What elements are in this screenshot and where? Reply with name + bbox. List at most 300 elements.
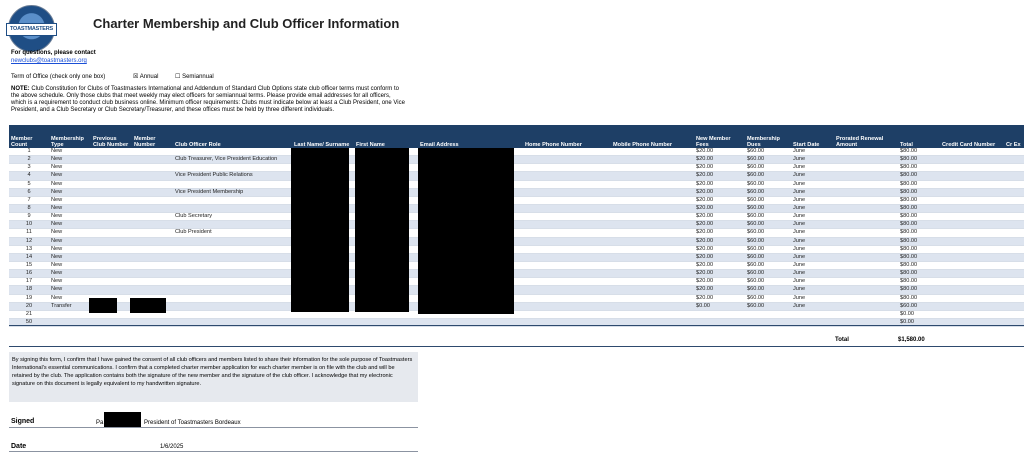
cell-empty[interactable]: [834, 213, 898, 221]
cell-empty[interactable]: [523, 286, 611, 294]
cell-empty[interactable]: [523, 253, 611, 261]
cell-start[interactable]: June: [791, 148, 834, 156]
cell-empty[interactable]: [834, 237, 898, 245]
cell-fees[interactable]: $20.00: [694, 270, 745, 278]
cell-total[interactable]: $80.00: [898, 196, 940, 204]
cell-start[interactable]: June: [791, 188, 834, 196]
cell-count[interactable]: 15: [9, 261, 49, 269]
cell-role[interactable]: [173, 196, 292, 204]
cell-empty[interactable]: [1004, 204, 1024, 212]
cell-empty[interactable]: [1004, 261, 1024, 269]
cell-start[interactable]: June: [791, 278, 834, 286]
cell-dues[interactable]: $60.00: [745, 261, 791, 269]
cell-type[interactable]: New: [49, 156, 91, 164]
cell-start[interactable]: June: [791, 164, 834, 172]
cell-role[interactable]: [173, 294, 292, 302]
cell-total[interactable]: $80.00: [898, 180, 940, 188]
cell-count[interactable]: 6: [9, 188, 49, 196]
cell-empty[interactable]: [523, 270, 611, 278]
cell-empty[interactable]: [611, 229, 694, 237]
cell-empty[interactable]: [132, 278, 173, 286]
cell-fees[interactable]: $20.00: [694, 180, 745, 188]
cell-type[interactable]: New: [49, 229, 91, 237]
cell-empty[interactable]: [940, 310, 1004, 318]
cell-dues[interactable]: $60.00: [745, 156, 791, 164]
cell-fees[interactable]: $20.00: [694, 188, 745, 196]
cell-empty[interactable]: [1004, 270, 1024, 278]
cell-empty[interactable]: [1004, 180, 1024, 188]
cell-role[interactable]: [173, 278, 292, 286]
member-row: [9, 196, 1024, 204]
cell-empty[interactable]: [132, 204, 173, 212]
cell-total[interactable]: $80.00: [898, 237, 940, 245]
cell-empty[interactable]: [91, 286, 132, 294]
cell-empty[interactable]: [834, 148, 898, 156]
cell-empty[interactable]: [523, 164, 611, 172]
cell-empty[interactable]: [91, 278, 132, 286]
cell-count[interactable]: 50: [9, 318, 49, 326]
cell-empty[interactable]: [132, 237, 173, 245]
cell-count[interactable]: 4: [9, 172, 49, 180]
cell-count[interactable]: 11: [9, 229, 49, 237]
cell-dues[interactable]: $60.00: [745, 270, 791, 278]
cell-dues[interactable]: $60.00: [745, 164, 791, 172]
cell-total[interactable]: $80.00: [898, 245, 940, 253]
cell-start[interactable]: June: [791, 294, 834, 302]
cell-empty[interactable]: [834, 310, 898, 318]
member-row: [9, 237, 1024, 245]
cell-empty[interactable]: [1004, 245, 1024, 253]
cell-empty[interactable]: [940, 188, 1004, 196]
cell-start[interactable]: June: [791, 245, 834, 253]
cell-type[interactable]: New: [49, 294, 91, 302]
cell-empty[interactable]: [940, 156, 1004, 164]
cell-empty[interactable]: [523, 229, 611, 237]
cell-count[interactable]: 5: [9, 180, 49, 188]
cell-count[interactable]: 17: [9, 278, 49, 286]
cell-dues[interactable]: $60.00: [745, 294, 791, 302]
cell-empty[interactable]: [611, 245, 694, 253]
cell-type[interactable]: New: [49, 180, 91, 188]
cell-empty[interactable]: [611, 221, 694, 229]
cell-fees[interactable]: $20.00: [694, 156, 745, 164]
cell-empty[interactable]: [91, 148, 132, 156]
cell-fees[interactable]: $20.00: [694, 213, 745, 221]
cell-empty[interactable]: [91, 156, 132, 164]
cell-empty[interactable]: [523, 278, 611, 286]
cell-type[interactable]: New: [49, 237, 91, 245]
cell-count[interactable]: 8: [9, 204, 49, 212]
cell-empty[interactable]: [940, 196, 1004, 204]
cell-dues[interactable]: $60.00: [745, 229, 791, 237]
cell-empty[interactable]: [940, 148, 1004, 156]
cell-empty[interactable]: [523, 302, 611, 310]
cell-role[interactable]: [173, 253, 292, 261]
cell-type[interactable]: New: [49, 245, 91, 253]
cell-empty[interactable]: [91, 270, 132, 278]
cell-empty[interactable]: [132, 261, 173, 269]
cell-total[interactable]: $80.00: [898, 204, 940, 212]
cell-empty[interactable]: [940, 261, 1004, 269]
cell-empty[interactable]: [132, 245, 173, 253]
cell-dues[interactable]: $60.00: [745, 237, 791, 245]
cell-fees[interactable]: $20.00: [694, 278, 745, 286]
cell-dues[interactable]: $60.00: [745, 204, 791, 212]
cell-empty[interactable]: [91, 253, 132, 261]
cell-empty[interactable]: [132, 213, 173, 221]
cell-start[interactable]: June: [791, 229, 834, 237]
contact-email-link[interactable]: newclubs@toastmasters.org: [11, 58, 87, 64]
cell-total[interactable]: $80.00: [898, 172, 940, 180]
cell-type[interactable]: Transfer: [49, 302, 91, 310]
cell-empty[interactable]: [132, 196, 173, 204]
cell-empty[interactable]: [611, 237, 694, 245]
cell-fees[interactable]: $20.00: [694, 172, 745, 180]
cell-empty[interactable]: [1004, 221, 1024, 229]
cell-empty[interactable]: [1004, 302, 1024, 310]
cell-empty[interactable]: [523, 261, 611, 269]
cell-empty[interactable]: [940, 245, 1004, 253]
cell-total[interactable]: $0.00: [898, 318, 940, 326]
cell-empty[interactable]: [91, 172, 132, 180]
cell-empty[interactable]: [940, 294, 1004, 302]
cell-empty[interactable]: [132, 229, 173, 237]
signer-prefix[interactable]: Pa: [96, 420, 104, 426]
cell-type[interactable]: New: [49, 261, 91, 269]
cell-empty[interactable]: [1004, 188, 1024, 196]
semiannual-option[interactable]: [175, 74, 214, 81]
cell-total[interactable]: $80.00: [898, 229, 940, 237]
cell-count[interactable]: 20: [9, 302, 49, 310]
cell-empty[interactable]: [91, 180, 132, 188]
cell-empty[interactable]: [91, 237, 132, 245]
cell-dues[interactable]: $60.00: [745, 148, 791, 156]
cell-role[interactable]: [173, 164, 292, 172]
cell-empty[interactable]: [91, 213, 132, 221]
cell-total[interactable]: $0.00: [898, 310, 940, 318]
cell-empty[interactable]: [834, 270, 898, 278]
cell-start[interactable]: June: [791, 221, 834, 229]
cell-dues[interactable]: $60.00: [745, 278, 791, 286]
cell-start[interactable]: June: [791, 286, 834, 294]
cell-empty[interactable]: [523, 148, 611, 156]
cell-fees[interactable]: $0.00: [694, 302, 745, 310]
cell-empty[interactable]: [940, 180, 1004, 188]
cell-total[interactable]: $80.00: [898, 286, 940, 294]
cell-role[interactable]: [173, 204, 292, 212]
cell-empty[interactable]: [91, 164, 132, 172]
cell-empty[interactable]: [132, 270, 173, 278]
cell-empty[interactable]: [940, 204, 1004, 212]
cell-total[interactable]: $80.00: [898, 278, 940, 286]
cell-count[interactable]: 21: [9, 310, 49, 318]
cell-role[interactable]: [173, 302, 292, 310]
cell-empty[interactable]: [611, 156, 694, 164]
cell-empty[interactable]: [834, 204, 898, 212]
cell-fees[interactable]: $20.00: [694, 245, 745, 253]
cell-type[interactable]: New: [49, 221, 91, 229]
cell-total[interactable]: $80.00: [898, 253, 940, 261]
cell-start[interactable]: [791, 310, 834, 318]
cell-dues[interactable]: [745, 310, 791, 318]
cell-fees[interactable]: $20.00: [694, 294, 745, 302]
cell-role[interactable]: [173, 286, 292, 294]
cell-role[interactable]: [173, 310, 292, 318]
cell-type[interactable]: New: [49, 286, 91, 294]
cell-empty[interactable]: [940, 172, 1004, 180]
cell-empty[interactable]: [611, 294, 694, 302]
cell-empty[interactable]: [611, 270, 694, 278]
cell-count[interactable]: 14: [9, 253, 49, 261]
cell-total[interactable]: $80.00: [898, 270, 940, 278]
cell-total[interactable]: $60.00: [898, 302, 940, 310]
cell-empty[interactable]: [611, 204, 694, 212]
cell-empty[interactable]: [1004, 156, 1024, 164]
cell-dues[interactable]: $60.00: [745, 172, 791, 180]
cell-total[interactable]: $80.00: [898, 261, 940, 269]
cell-start[interactable]: June: [791, 180, 834, 188]
cell-empty[interactable]: [611, 164, 694, 172]
cell-fees[interactable]: $20.00: [694, 204, 745, 212]
cell-empty[interactable]: [611, 196, 694, 204]
cell-empty[interactable]: [611, 180, 694, 188]
cell-empty[interactable]: [834, 261, 898, 269]
cell-empty[interactable]: [1004, 237, 1024, 245]
annual-option[interactable]: [133, 74, 158, 81]
cell-dues[interactable]: $60.00: [745, 221, 791, 229]
cell-empty[interactable]: [834, 188, 898, 196]
cell-role[interactable]: Vice President Membership: [173, 188, 292, 196]
cell-start[interactable]: June: [791, 156, 834, 164]
cell-dues[interactable]: $60.00: [745, 180, 791, 188]
cell-empty[interactable]: [1004, 294, 1024, 302]
cell-empty[interactable]: [523, 196, 611, 204]
cell-total[interactable]: $80.00: [898, 294, 940, 302]
cell-empty[interactable]: [1004, 286, 1024, 294]
cell-start[interactable]: June: [791, 302, 834, 310]
cell-fees[interactable]: $20.00: [694, 196, 745, 204]
cell-start[interactable]: June: [791, 213, 834, 221]
cell-empty[interactable]: [611, 278, 694, 286]
cell-empty[interactable]: [834, 221, 898, 229]
cell-total[interactable]: $80.00: [898, 164, 940, 172]
cell-empty[interactable]: [91, 221, 132, 229]
cell-type[interactable]: New: [49, 278, 91, 286]
cell-empty[interactable]: [834, 302, 898, 310]
cell-empty[interactable]: [940, 278, 1004, 286]
cell-empty[interactable]: [940, 302, 1004, 310]
cell-empty[interactable]: [523, 156, 611, 164]
cell-empty[interactable]: [91, 229, 132, 237]
cell-empty[interactable]: [132, 253, 173, 261]
cell-empty[interactable]: [523, 188, 611, 196]
cell-type[interactable]: New: [49, 196, 91, 204]
date-value[interactable]: 1/6/2025: [160, 444, 184, 450]
cell-role[interactable]: [173, 237, 292, 245]
cell-empty[interactable]: [523, 245, 611, 253]
cell-type[interactable]: New: [49, 188, 91, 196]
cell-empty[interactable]: [132, 156, 173, 164]
cell-empty[interactable]: [1004, 164, 1024, 172]
cell-empty[interactable]: [940, 213, 1004, 221]
cell-count[interactable]: 18: [9, 286, 49, 294]
cell-empty[interactable]: [91, 204, 132, 212]
cell-empty[interactable]: [523, 237, 611, 245]
cell-empty[interactable]: [940, 270, 1004, 278]
cell-empty[interactable]: [132, 148, 173, 156]
cell-count[interactable]: 7: [9, 196, 49, 204]
cell-start[interactable]: June: [791, 172, 834, 180]
cell-empty[interactable]: [1004, 253, 1024, 261]
cell-type[interactable]: New: [49, 253, 91, 261]
cell-empty[interactable]: [1004, 278, 1024, 286]
cell-empty[interactable]: [834, 172, 898, 180]
cell-empty[interactable]: [834, 245, 898, 253]
cell-dues[interactable]: $60.00: [745, 302, 791, 310]
cell-role[interactable]: Club President: [173, 229, 292, 237]
cell-empty[interactable]: [834, 156, 898, 164]
cell-start[interactable]: June: [791, 270, 834, 278]
cell-type[interactable]: New: [49, 148, 91, 156]
cell-count[interactable]: 1: [9, 148, 49, 156]
cell-empty[interactable]: [132, 164, 173, 172]
cell-empty[interactable]: [940, 286, 1004, 294]
cell-role[interactable]: [173, 270, 292, 278]
cell-count[interactable]: 19: [9, 294, 49, 302]
cell-count[interactable]: 12: [9, 237, 49, 245]
cell-fees[interactable]: $20.00: [694, 229, 745, 237]
cell-empty[interactable]: [611, 253, 694, 261]
cell-total[interactable]: $80.00: [898, 188, 940, 196]
cell-fees[interactable]: $20.00: [694, 253, 745, 261]
cell-empty[interactable]: [132, 286, 173, 294]
cell-empty[interactable]: [1004, 310, 1024, 318]
cell-empty[interactable]: [834, 294, 898, 302]
cell-empty[interactable]: [611, 286, 694, 294]
cell-empty[interactable]: [523, 294, 611, 302]
cell-total[interactable]: $80.00: [898, 221, 940, 229]
semiannual-checkbox[interactable]: ☐: [175, 74, 181, 80]
cell-dues[interactable]: $60.00: [745, 253, 791, 261]
cell-empty[interactable]: [834, 278, 898, 286]
cell-type[interactable]: New: [49, 213, 91, 221]
cell-total[interactable]: $80.00: [898, 148, 940, 156]
cell-empty[interactable]: [523, 172, 611, 180]
cell-role[interactable]: [173, 261, 292, 269]
cell-start[interactable]: June: [791, 196, 834, 204]
cell-count[interactable]: 3: [9, 164, 49, 172]
cell-fees[interactable]: $20.00: [694, 221, 745, 229]
cell-empty[interactable]: [1004, 213, 1024, 221]
cell-dues[interactable]: $60.00: [745, 245, 791, 253]
cell-start[interactable]: June: [791, 204, 834, 212]
column-header: First Name: [354, 125, 418, 148]
cell-dues[interactable]: $60.00: [745, 213, 791, 221]
cell-empty[interactable]: [1004, 196, 1024, 204]
cell-fees[interactable]: $20.00: [694, 164, 745, 172]
cell-empty[interactable]: [91, 261, 132, 269]
cell-empty[interactable]: [1004, 148, 1024, 156]
cell-empty[interactable]: [132, 188, 173, 196]
cell-empty[interactable]: [611, 172, 694, 180]
cell-type[interactable]: New: [49, 172, 91, 180]
cell-empty[interactable]: [611, 188, 694, 196]
cell-role[interactable]: [173, 221, 292, 229]
cell-empty[interactable]: [611, 302, 694, 310]
cell-empty[interactable]: [132, 172, 173, 180]
cell-role[interactable]: Club Treasurer, Vice President Education: [173, 156, 292, 164]
cell-start[interactable]: June: [791, 261, 834, 269]
cell-empty[interactable]: [834, 229, 898, 237]
cell-empty[interactable]: [1004, 172, 1024, 180]
cell-role[interactable]: Vice President Public Relations: [173, 172, 292, 180]
cell-type[interactable]: [49, 310, 91, 318]
cell-type[interactable]: New: [49, 270, 91, 278]
cell-dues[interactable]: $60.00: [745, 196, 791, 204]
annual-checkbox[interactable]: ☒: [133, 74, 139, 80]
cell-count[interactable]: 16: [9, 270, 49, 278]
cell-empty[interactable]: [834, 286, 898, 294]
cell-empty[interactable]: [940, 221, 1004, 229]
cell-empty[interactable]: [940, 253, 1004, 261]
cell-role[interactable]: [173, 245, 292, 253]
cell-empty[interactable]: [91, 188, 132, 196]
cell-empty[interactable]: [132, 180, 173, 188]
cell-empty[interactable]: [940, 164, 1004, 172]
cell-type[interactable]: New: [49, 164, 91, 172]
cell-role[interactable]: [173, 148, 292, 156]
cell-empty[interactable]: [611, 148, 694, 156]
cell-empty[interactable]: [523, 204, 611, 212]
cell-fees[interactable]: $20.00: [694, 286, 745, 294]
cell-total[interactable]: $80.00: [898, 213, 940, 221]
cell-empty[interactable]: [940, 229, 1004, 237]
cell-dues[interactable]: $60.00: [745, 286, 791, 294]
cell-empty[interactable]: [834, 196, 898, 204]
cell-fees[interactable]: [694, 310, 745, 318]
cell-empty[interactable]: [1004, 229, 1024, 237]
cell-count[interactable]: 10: [9, 221, 49, 229]
cell-empty[interactable]: [523, 221, 611, 229]
cell-empty[interactable]: [834, 180, 898, 188]
cell-empty[interactable]: [611, 213, 694, 221]
cell-fees[interactable]: $20.00: [694, 237, 745, 245]
cell-dues[interactable]: $60.00: [745, 188, 791, 196]
cell-empty[interactable]: [834, 164, 898, 172]
cell-fees[interactable]: $20.00: [694, 148, 745, 156]
cell-empty[interactable]: [523, 310, 611, 318]
cell-empty[interactable]: [523, 213, 611, 221]
cell-fees[interactable]: $20.00: [694, 261, 745, 269]
cell-empty[interactable]: [611, 310, 694, 318]
cell-empty[interactable]: [91, 196, 132, 204]
cell-empty[interactable]: [91, 245, 132, 253]
cell-type[interactable]: New: [49, 204, 91, 212]
cell-start[interactable]: June: [791, 253, 834, 261]
cell-role[interactable]: Club Secretary: [173, 213, 292, 221]
cell-count[interactable]: 2: [9, 156, 49, 164]
cell-count[interactable]: 13: [9, 245, 49, 253]
cell-start[interactable]: June: [791, 237, 834, 245]
cell-count[interactable]: 9: [9, 213, 49, 221]
cell-total[interactable]: $80.00: [898, 156, 940, 164]
cell-role[interactable]: [173, 180, 292, 188]
cell-empty[interactable]: [132, 221, 173, 229]
cell-empty[interactable]: [523, 180, 611, 188]
cell-empty[interactable]: [834, 253, 898, 261]
cell-empty[interactable]: [611, 261, 694, 269]
cell-empty[interactable]: [940, 237, 1004, 245]
